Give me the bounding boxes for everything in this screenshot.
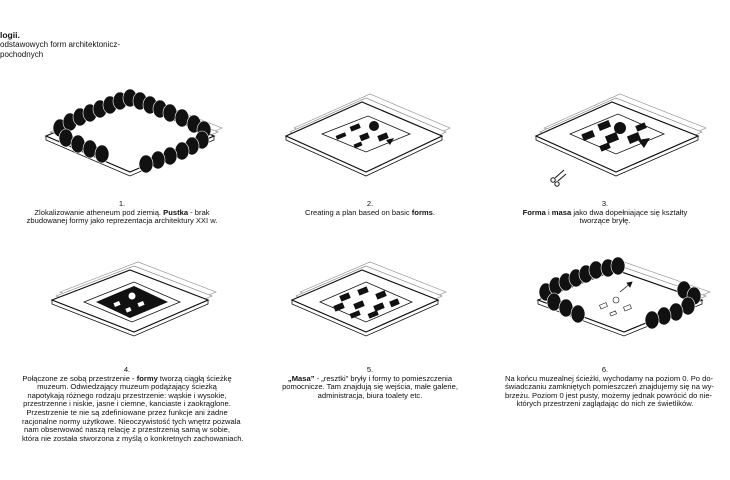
diagram-3-form-and-mass bbox=[520, 88, 720, 198]
diagram-6-level-zero bbox=[520, 258, 720, 358]
step-5-caption bbox=[270, 366, 470, 400]
step-5-number: 5. bbox=[366, 365, 374, 374]
step-6-line-3: brzeżu. Poziom 0 jest pusty, możemy jednak powrócić do nie- bbox=[505, 390, 713, 400]
heading-line-2: pochodnych bbox=[0, 50, 44, 59]
step-3-line-2: tworzące bryłę. bbox=[579, 216, 631, 226]
scissors-icon bbox=[551, 170, 566, 186]
diagram-5-mass bbox=[270, 258, 460, 358]
step-4-line-3: napotykają różnego rodzaju przestrzenie: wąskie i wysokie, bbox=[27, 390, 227, 400]
step-6-number: 6. bbox=[601, 365, 609, 374]
step-6-line-4: których przestrzeni zaglądając do nich ze świetlików. bbox=[516, 399, 694, 409]
step-1-line-2: zbudowanej formy jako reprezentacja architektury XXI w. bbox=[26, 216, 218, 226]
step-3-line-1: Forma i masa jako dwa dopełniające się kształty bbox=[522, 207, 688, 217]
step-1-line-1: Zlokalizowanie atheneum pod ziemią. Pustka - brak bbox=[34, 207, 210, 217]
step-4-line-1: Połączone ze sobą przestrzenie - formy tworzą ciągłą ścieżkę bbox=[22, 373, 232, 383]
step-6-caption bbox=[505, 365, 714, 409]
step-4-line-2: muzeum. Odwiedzający muzeum podążający ścieżką bbox=[37, 382, 217, 392]
diagram-2-basic-forms bbox=[270, 88, 460, 198]
step-4-line-4: przestrzenne i niskie, jasne i ciemne, kanciaste i zaokrąglone. bbox=[23, 399, 231, 409]
diagram-4-connected-forms bbox=[30, 258, 230, 358]
page-heading bbox=[0, 30, 120, 60]
step-4-number: 4. bbox=[123, 365, 131, 374]
step-6-line-2: świadczaniu zamkniętych pomieszczeń znajdujemy się na wy- bbox=[505, 382, 714, 392]
heading-line-1: odstawowych form architektonicz- bbox=[0, 40, 121, 49]
step-4-line-6: racjonalne normy użytkowe. Nieoczywistość tych wnętrz pozwala bbox=[22, 416, 241, 426]
diagram-1-void-site bbox=[30, 88, 230, 198]
step-2-caption bbox=[270, 200, 470, 217]
step-3-caption bbox=[505, 200, 705, 226]
step-4-caption bbox=[22, 365, 244, 443]
heading-title: logii. bbox=[0, 30, 20, 40]
step-4-line-7: nam obserwować naszą relację z przestrzenią samą w sobie, bbox=[24, 425, 230, 435]
step-6-line-1: Na końcu muzealnej ścieżki, wychodamy na poziom 0. Po do- bbox=[505, 373, 714, 383]
step-4-line-5: Przestrzenie te nie są zdefiniowane przez funkcje ani żadne bbox=[26, 407, 228, 417]
step-5-line-3: administracja, biura toalety etc. bbox=[317, 390, 423, 400]
step-2-line-1: Creating a plan based on basic forms. bbox=[304, 207, 436, 217]
step-1-caption bbox=[22, 200, 222, 226]
step-5-line-2: pomocnicze. Tam znajdują się wejścia, małe galerie, bbox=[282, 382, 458, 392]
step-3-number: 3. bbox=[601, 199, 609, 208]
step-5-line-1: „Masa” - „resztki” bryły i formy to pomieszczenia bbox=[287, 373, 453, 383]
step-2-number: 2. bbox=[366, 199, 374, 208]
step-4-line-8: która nie została stworzona z myślą o konkretnych zachowaniach. bbox=[22, 433, 244, 443]
step-1-number: 1. bbox=[118, 199, 126, 208]
